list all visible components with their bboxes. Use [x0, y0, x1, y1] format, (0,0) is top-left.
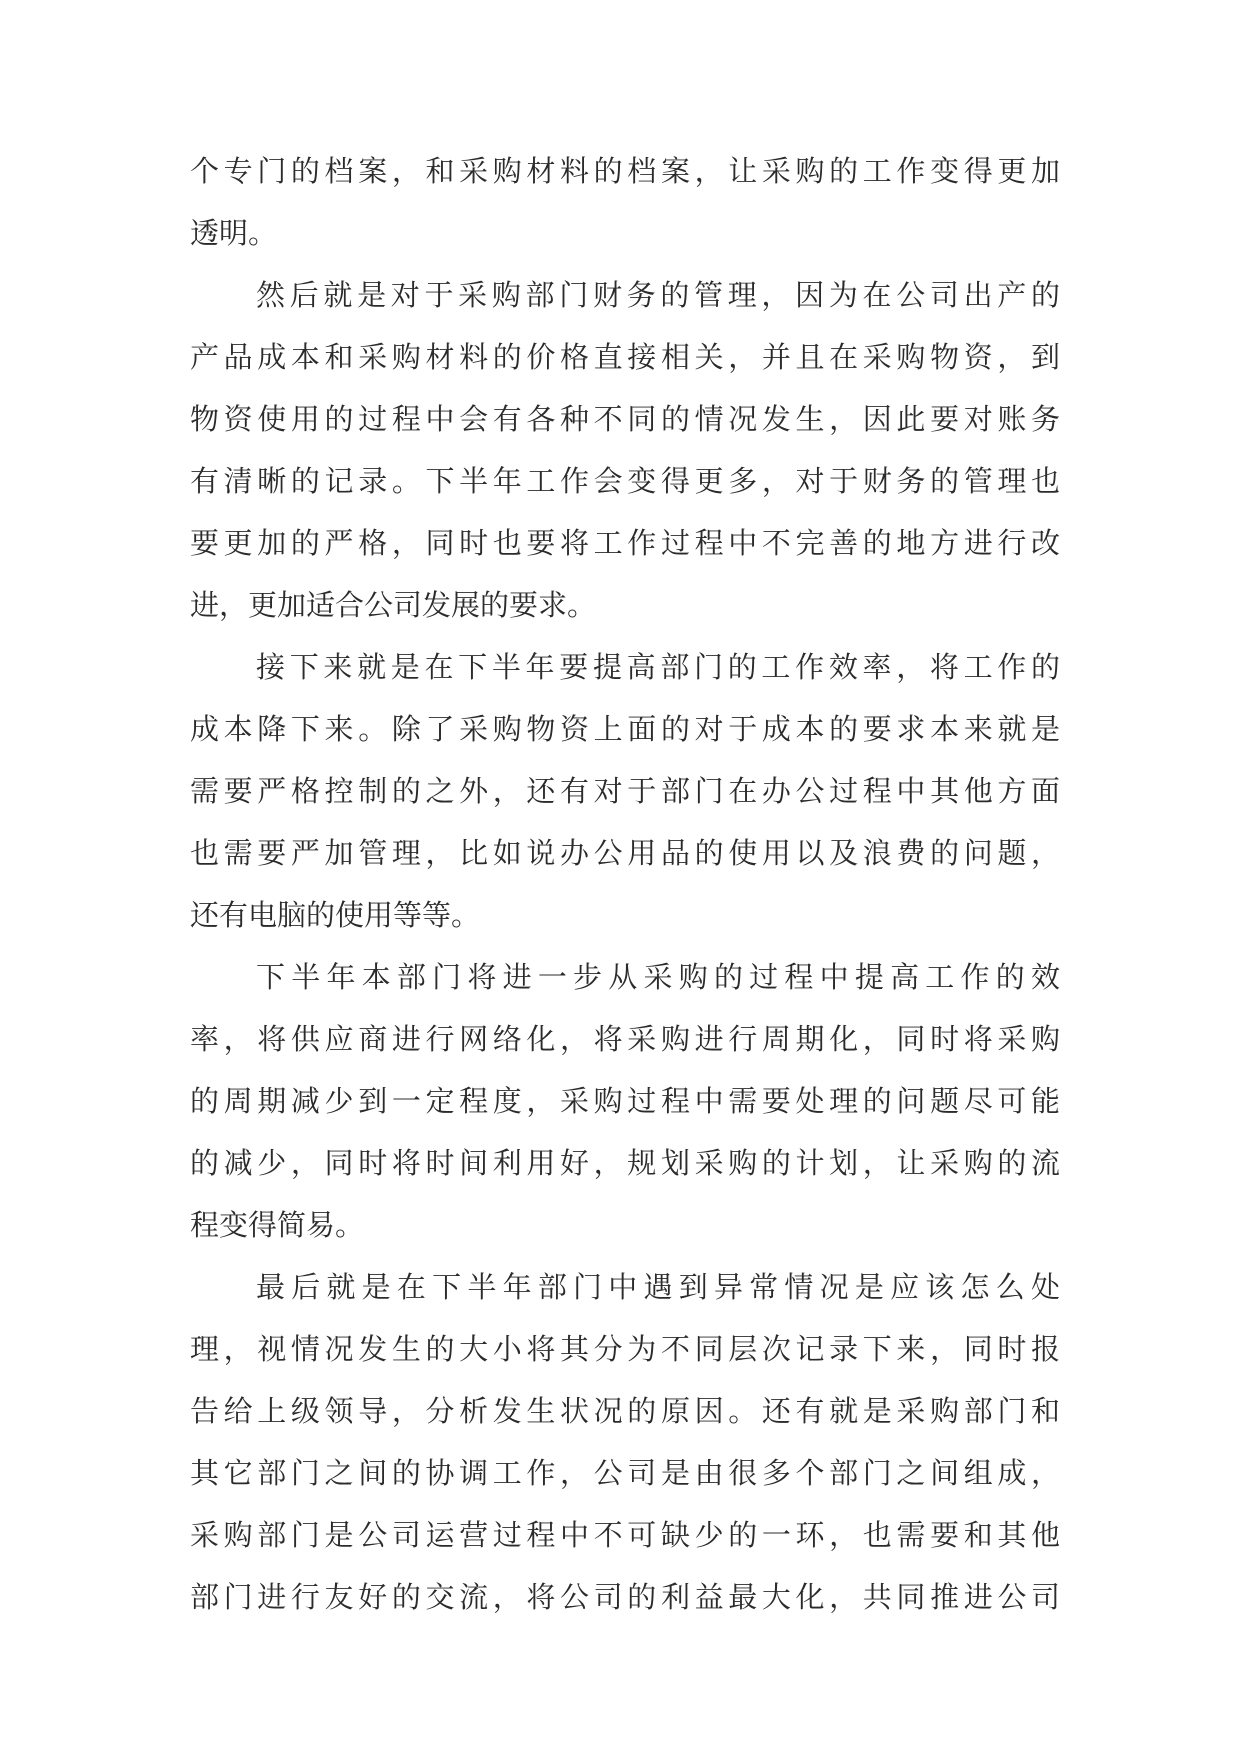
text-line: 要更加的严格，同时也要将工作过程中不完善的地方进行改 [190, 526, 1060, 560]
text-line: 物资使用的过程中会有各种不同的情况发生，因此要对账务 [190, 402, 1060, 436]
text-line: 的周期减少到一定程度，采购过程中需要处理的问题尽可能 [190, 1084, 1060, 1118]
text-line: 率，将供应商进行网络化，将采购进行周期化，同时将采购 [190, 1022, 1060, 1056]
paragraph-first-line: 然后就是对于采购部门财务的管理，因为在公司出产的 [256, 278, 1060, 312]
text-line: 程变得简易。 [190, 1208, 365, 1242]
text-line: 产品成本和采购材料的价格直接相关，并且在采购物资，到 [190, 340, 1060, 374]
text-line: 进，更加适合公司发展的要求。 [190, 588, 597, 622]
text-line: 采购部门是公司运营过程中不可缺少的一环，也需要和其他 [190, 1518, 1060, 1552]
paragraph-first-line: 下半年本部门将进一步从采购的过程中提高工作的效 [256, 960, 1060, 994]
text-line: 个专门的档案，和采购材料的档案，让采购的工作变得更加 [190, 154, 1060, 188]
paragraph-first-line: 接下来就是在下半年要提高部门的工作效率，将工作的 [256, 650, 1060, 684]
text-line: 还有电脑的使用等等。 [190, 898, 481, 932]
text-line: 的减少，同时将时间利用好，规划采购的计划，让采购的流 [190, 1146, 1060, 1180]
body-text [190, 140, 1060, 1628]
text-line: 其它部门之间的协调工作，公司是由很多个部门之间组成， [190, 1456, 1060, 1490]
text-line: 告给上级领导，分析发生状况的原因。还有就是采购部门和 [190, 1394, 1060, 1428]
text-line: 有清晰的记录。下半年工作会变得更多，对于财务的管理也 [190, 464, 1060, 498]
text-line: 理，视情况发生的大小将其分为不同层次记录下来，同时报 [190, 1332, 1060, 1366]
text-line: 需要严格控制的之外，还有对于部门在办公过程中其他方面 [190, 774, 1060, 808]
text-line: 成本降下来。除了采购物资上面的对于成本的要求本来就是 [190, 712, 1060, 746]
text-line: 部门进行友好的交流，将公司的利益最大化，共同推进公司 [190, 1580, 1060, 1614]
paragraph-first-line: 最后就是在下半年部门中遇到异常情况是应该怎么处 [256, 1270, 1060, 1304]
text-line: 也需要严加管理，比如说办公用品的使用以及浪费的问题， [190, 836, 1060, 870]
text-line: 透明。 [190, 216, 278, 250]
